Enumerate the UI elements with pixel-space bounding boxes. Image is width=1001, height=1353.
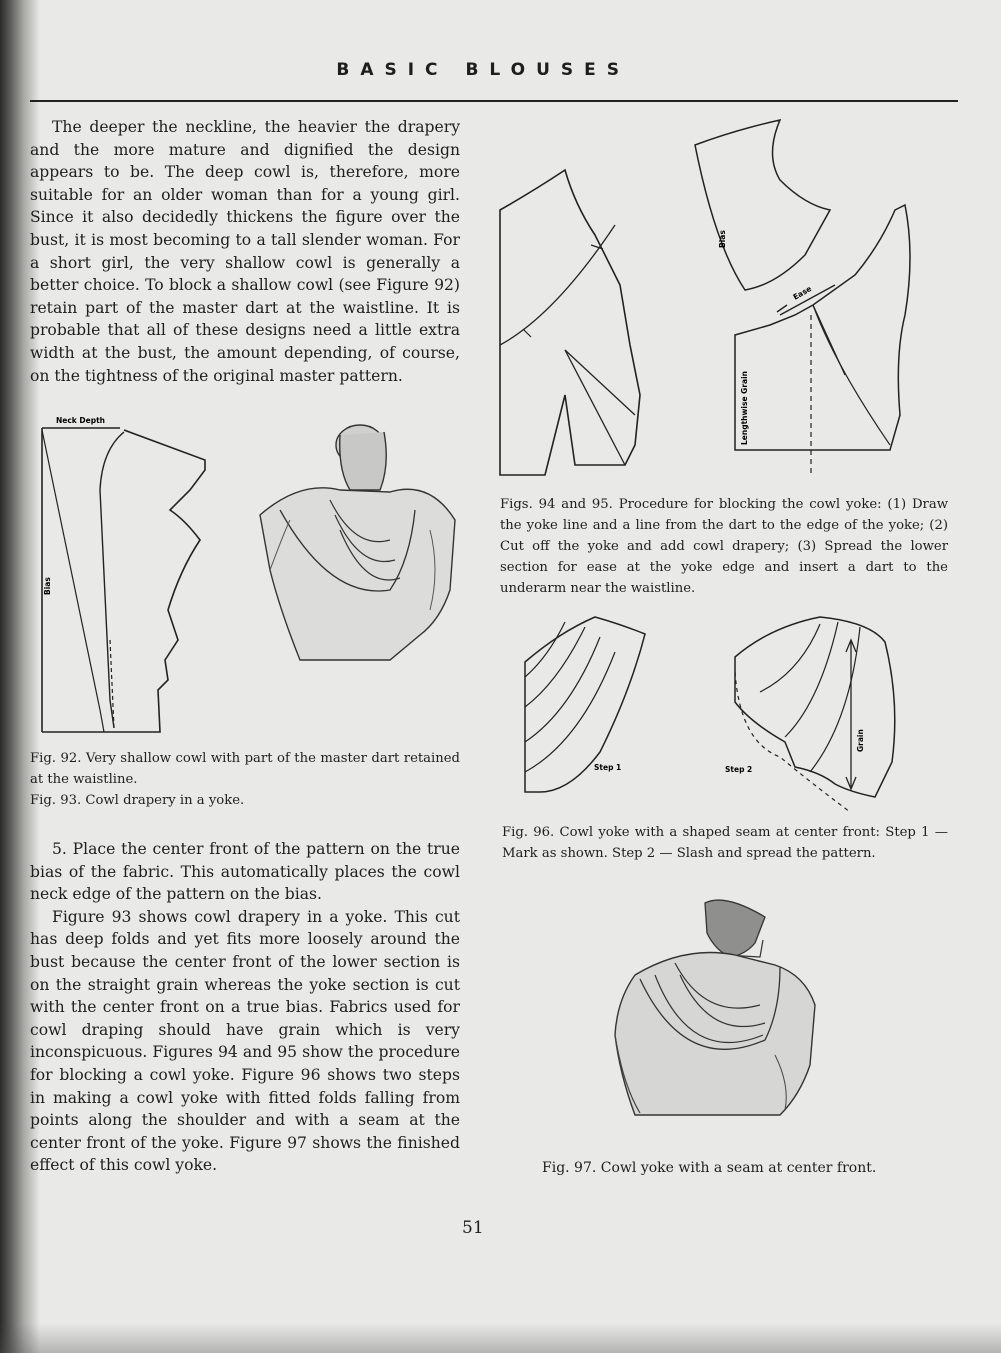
bias-label: Bias xyxy=(43,577,52,595)
figure-97-caption: Fig. 97. Cowl yoke with a seam at center front. xyxy=(542,1160,877,1176)
grain-label: Grain xyxy=(856,729,865,752)
figure-92-caption: Fig. 92. Very shallow cowl with part of the master dart retained at the waistline. xyxy=(30,751,460,787)
figure-93-cowl-drawing xyxy=(240,420,465,665)
running-header xyxy=(30,60,958,102)
figure-92-pattern xyxy=(40,410,220,735)
ease-label: Ease xyxy=(791,284,814,302)
page-number: 51 xyxy=(462,1218,484,1238)
step-2-label: Step 2 xyxy=(725,765,753,774)
intro-paragraph: The deeper the neckline, the heavier the drapery and the more mature and dignified the design appears to be. The deep cowl is, therefore, more suitable for an older woman than for a young girl. Since it also decidedly thickens the figure over the bust, it is most becoming to a tall slender woman. For a short girl, the very shallow cowl is generally a better choice. To block a shallow cowl (see Figure 92) retain part of the master dart at the waistline. It is probable that all of these designs need a little extra width at the bust, the amount depending, of course, on the tightness of the original master pattern. xyxy=(30,118,460,385)
fig95-bias-label: Bias xyxy=(718,230,727,248)
lengthwise-grain-label: Lengthwise Grain xyxy=(740,371,749,445)
figure-97-cowl-yoke-drawing xyxy=(595,895,825,1125)
figure-93-caption: Fig. 93. Cowl drapery in a yoke. xyxy=(30,793,245,808)
figures-94-95-caption: Figs. 94 and 95. Procedure for blocking the cowl yoke: (1) Draw the yoke line and a line from the dart to the edge of the yoke; (2) Cut off the yoke and add cowl drapery; (3) Spread the lower section for ease at the yoke edge and insert a dart to the underarm near the waistline. xyxy=(500,497,948,596)
figure-96-pattern xyxy=(520,612,910,822)
figure-93-paragraph: Figure 93 shows cowl drapery in a yoke. This cut has deep folds and yet fits more loosely around the bust because the center front of the lower section is on the straight grain whereas the yoke section is cut with the center front on a true bias. Fabrics used for cowl draping should have grain which is very inconspicuous. Figures 94 and 95 show the procedure for blocking a cowl yoke. Figure 96 shows two steps in making a cowl yoke with fitted folds falling from points along the shoulder and with a seam at the center front of the yoke. Figure 97 shows the finished effect of this cowl yoke. xyxy=(30,907,460,1175)
lower-text-block xyxy=(30,838,460,1177)
page-bottom-shadow xyxy=(0,1323,1001,1353)
page-title: BASIC BLOUSES xyxy=(336,60,630,80)
step-5-paragraph: 5. Place the center front of the pattern on the true bias of the fabric. This automatically places the cowl neck edge of the pattern on the bias. xyxy=(30,840,460,904)
neck-depth-label: Neck Depth xyxy=(56,416,106,425)
figure-96-caption: Fig. 96. Cowl yoke with a shaped seam at center front: Step 1 — Mark as shown. Step 2 — Slash and spread the pattern. xyxy=(502,825,948,861)
step-1-label: Step 1 xyxy=(594,763,622,772)
intro-text-block xyxy=(30,116,460,387)
figures-94-95-pattern xyxy=(495,115,950,485)
